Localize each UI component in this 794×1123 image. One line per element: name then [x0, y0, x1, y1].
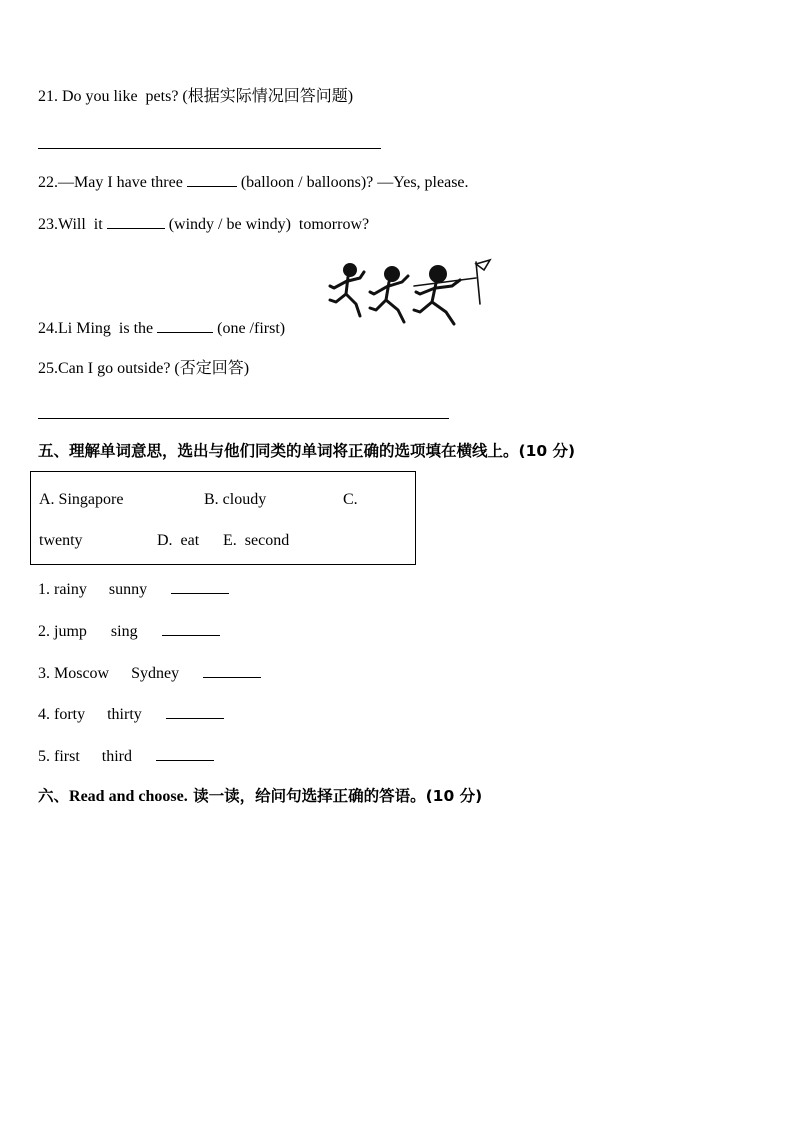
question-number: 23. — [38, 216, 58, 233]
question-text-pre: Li Ming is the — [58, 320, 158, 337]
item-word-2: sunny — [108, 581, 148, 598]
option-c-continued: twenty — [39, 532, 83, 549]
question-22 — [38, 171, 469, 193]
option-d: D. eat — [157, 532, 200, 549]
question-text: Can I go outside? (否定回答) — [58, 360, 250, 377]
option-e: E. second — [223, 532, 290, 549]
question-24 — [38, 317, 285, 339]
list-item — [38, 578, 229, 600]
section-6-title-cn: 读一读，给问句选择正确的答语。(10 分) — [187, 787, 483, 805]
fill-blank[interactable] — [203, 662, 261, 678]
question-25 — [38, 359, 249, 379]
question-text-pre: Will it — [58, 216, 107, 233]
fill-blank-24[interactable] — [157, 317, 213, 333]
fill-blank[interactable] — [156, 745, 214, 761]
answer-line-25[interactable] — [38, 418, 449, 419]
question-text-post: (windy / be windy) tomorrow? — [164, 216, 370, 233]
item-word-1: rainy — [54, 581, 87, 598]
fill-blank-22[interactable] — [187, 171, 237, 187]
runner-3-icon — [414, 265, 460, 324]
option-c: C. — [343, 491, 358, 508]
fill-blank[interactable] — [166, 703, 224, 719]
option-a: A. Singapore — [39, 491, 124, 508]
item-number: 2. — [38, 623, 50, 640]
question-number: 25. — [38, 360, 58, 377]
item-number: 3. — [38, 665, 50, 682]
question-text-pre: —May I have three — [58, 174, 187, 191]
question-text-post: (balloon / balloons)? —Yes, please. — [236, 174, 469, 191]
question-number: 24. — [38, 320, 58, 337]
runner-2-icon — [370, 266, 408, 322]
section-6-title — [38, 786, 482, 807]
item-number: 1. — [38, 581, 50, 598]
item-word-1: jump — [54, 623, 87, 640]
options-box — [30, 471, 416, 565]
item-word-2: sing — [110, 623, 138, 640]
item-word-1: Moscow — [54, 665, 110, 682]
list-item — [38, 662, 261, 684]
item-number: 5. — [38, 748, 50, 765]
list-item — [38, 703, 224, 725]
question-text-post: (one /first) — [213, 320, 286, 337]
question-number: 21 — [38, 88, 54, 105]
list-item — [38, 620, 220, 642]
question-21 — [38, 87, 353, 107]
list-item — [38, 745, 214, 767]
fill-blank[interactable] — [171, 578, 229, 594]
section-6-prefix: 六、 — [38, 787, 70, 805]
item-word-2: third — [101, 748, 132, 765]
question-23 — [38, 213, 369, 235]
question-number: 22. — [38, 174, 58, 191]
item-word-1: first — [54, 748, 80, 765]
question-text: . Do you like pets? (根据实际情况回答问题) — [54, 88, 354, 105]
answer-line-21[interactable] — [38, 148, 381, 149]
fill-blank[interactable] — [162, 620, 220, 636]
item-word-1: forty — [54, 706, 86, 723]
section-5-title: 五、理解单词意思，选出与他们同类的单词将正确的选项填在横线上。(10 分) — [38, 442, 576, 460]
runner-1-icon — [330, 263, 364, 316]
option-b: B. cloudy — [204, 491, 267, 508]
item-word-2: thirty — [107, 706, 142, 723]
section-6-title-en: Read and choose. — [69, 788, 188, 805]
item-word-2: Sydney — [131, 665, 180, 682]
runners-race-icon — [326, 258, 504, 330]
fill-blank-23[interactable] — [107, 213, 165, 229]
item-number: 4. — [38, 706, 50, 723]
